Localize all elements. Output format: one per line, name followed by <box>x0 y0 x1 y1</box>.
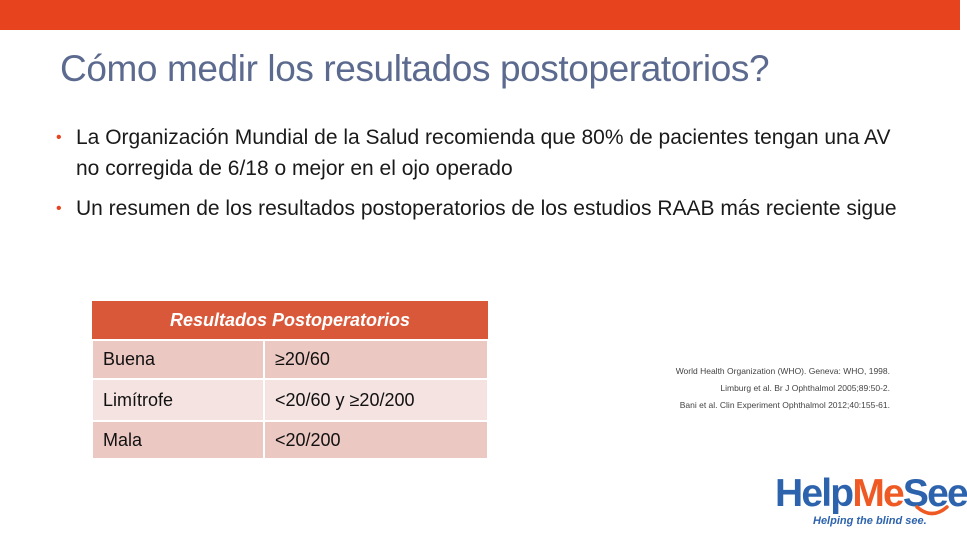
reference-item: Limburg et al. Br J Ophthalmol 2005;89:50-2. <box>720 383 890 393</box>
table-header: Resultados Postoperatorios <box>92 301 488 340</box>
slide-title: Cómo medir los resultados postoperatorios? <box>60 48 770 89</box>
logo-part-help: Help <box>775 472 853 515</box>
helpmesee-logo <box>775 472 967 534</box>
table-cell-value: ≥20/60 <box>264 340 488 379</box>
logo-part-me: Me <box>852 472 903 515</box>
table-cell-label: Limítrofe <box>92 379 264 421</box>
bullet-item <box>56 193 906 224</box>
table-cell-label: Mala <box>92 421 264 459</box>
logo-tagline: Helping the blind see. <box>813 515 927 527</box>
top-accent-bar <box>0 0 960 30</box>
smile-icon <box>915 504 949 518</box>
reference-item: Bani et al. Clin Experiment Ophthalmol 2012;40:155-61. <box>679 400 890 410</box>
reference-item: World Health Organization (WHO). Geneva: WHO, 1998. <box>675 366 890 376</box>
table-cell-value: <20/60 y ≥20/200 <box>264 379 488 421</box>
bullet-item <box>56 122 906 184</box>
bullet-dot-icon: • <box>56 129 62 146</box>
bullet-list <box>56 122 906 233</box>
logo-part-see: See <box>902 472 967 515</box>
bullet-text: La Organización Mundial de la Salud recomienda que 80% de pacientes tengan una AV no corregida de 6/18 o mejor en el ojo operado <box>76 126 891 180</box>
table-row <box>92 340 488 379</box>
table-cell-label: Buena <box>92 340 264 379</box>
table-row <box>92 421 488 459</box>
table-header-row <box>92 301 488 340</box>
table-cell-value: <20/200 <box>264 421 488 459</box>
references <box>676 363 890 414</box>
results-table <box>91 301 489 460</box>
bullet-dot-icon: • <box>56 200 62 217</box>
bullet-text: Un resumen de los resultados postoperatorios de los estudios RAAB más reciente sigue <box>76 197 897 220</box>
table-row <box>92 379 488 421</box>
